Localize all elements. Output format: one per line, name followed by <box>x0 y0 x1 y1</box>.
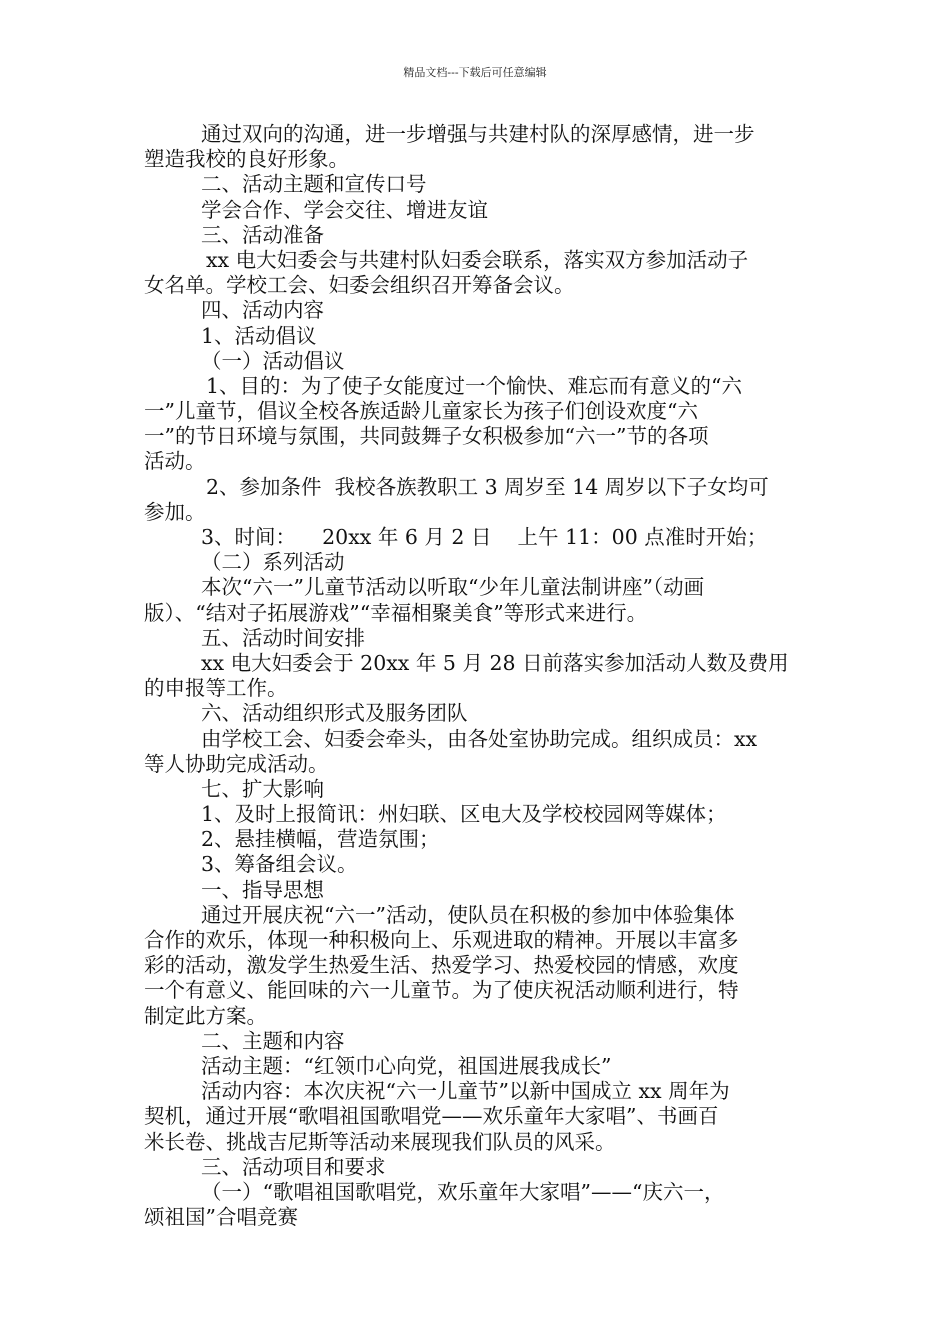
section-heading: 七、扩大影响 <box>201 776 324 801</box>
paragraph-line: 等人协助完成活动。 <box>144 751 329 776</box>
paragraph-line: 颂祖国”合唱竞赛 <box>144 1205 298 1230</box>
paragraph-line: 2、参加条件 我校各族教职工 3 周岁至 14 周岁以下子女均可 <box>206 474 769 499</box>
subsection-heading: 1、活动倡议 <box>201 323 317 348</box>
paragraph-line: 学会合作、学会交往、增进友谊 <box>201 197 488 222</box>
subsection-heading: （一）活动倡议 <box>201 348 345 373</box>
paragraph-line: 的申报等工作。 <box>144 676 288 701</box>
list-item: 1、及时上报简讯：州妇联、区电大及学校校园网等媒体； <box>201 802 727 827</box>
section-heading: 三、活动项目和要求 <box>201 1154 386 1179</box>
section-heading: 一、指导思想 <box>201 877 324 902</box>
paragraph-line: 彩的活动，激发学生热爱生活、热爱学习、热爱校园的情感，欢度 <box>144 953 739 978</box>
section-heading: 二、活动主题和宣传口号 <box>201 172 427 197</box>
paragraph-line: 活动内容：本次庆祝“六一儿童节”以新中国成立 xx 周年为 <box>201 1079 730 1104</box>
paragraph-line: 一”儿童节，倡议全校各族适龄儿童家长为孩子们创设欢度“六 <box>144 399 698 424</box>
subsection-heading: （二）系列活动 <box>201 550 345 575</box>
list-item: 2、悬挂横幅，营造氛围； <box>201 827 440 852</box>
paragraph-line: xx 电大妇委会与共建村队妇委会联系，落实双方参加活动子 <box>206 247 749 272</box>
paragraph-line: xx 电大妇委会于 20xx 年 5 月 28 日前落实参加活动人数及费用 <box>201 650 789 675</box>
paragraph-line: 由学校工会、妇委会牵头，由各处室协助完成。组织成员：xx <box>201 726 758 751</box>
paragraph-line: 制定此方案。 <box>144 1003 267 1028</box>
paragraph-line: 版）、“结对子拓展游戏”“幸福相聚美食”等形式来进行。 <box>144 600 648 625</box>
paragraph-line: 3、时间： 20xx 年 6 月 2 日 上午 11：00 点准时开始； <box>201 525 768 549</box>
paragraph-line: 契机，通过开展“歌唱祖国歌唱党——欢乐童年大家唱”、书画百 <box>144 1104 719 1129</box>
paragraph-line: （一）“歌唱祖国歌唱党，欢乐童年大家唱”——“庆六一， <box>201 1179 725 1204</box>
section-heading: 二、主题和内容 <box>201 1028 345 1053</box>
list-item: 3、筹备组会议。 <box>201 852 358 877</box>
paragraph-line: 合作的欢乐，体现一种积极向上、乐观进取的精神。开展以丰富多 <box>144 928 739 952</box>
paragraph-line: 通过双向的沟通，进一步增强与共建村队的深厚感情，进一步 <box>201 122 755 146</box>
paragraph-line: 1、目的：为了使子女能度过一个愉快、难忘而有意义的“六 <box>206 373 743 398</box>
section-heading: 三、活动准备 <box>201 222 324 247</box>
paragraph-line: 本次“六一”儿童节活动以听取“少年儿童法制讲座”（动画 <box>201 575 705 600</box>
paragraph-line: 塑造我校的良好形象。 <box>144 147 349 172</box>
paragraph-line: 一个有意义、能回味的六一儿童节。为了使庆祝活动顺利进行，特 <box>144 978 739 1003</box>
paragraph-line: 米长卷、挑战吉尼斯等活动来展现我们队员的风采。 <box>144 1129 616 1154</box>
paragraph-line: 通过开展庆祝“六一”活动，使队员在积极的参加中体验集体 <box>201 902 735 927</box>
paragraph-line: 女名单。学校工会、妇委会组织召开筹备会议。 <box>144 273 575 298</box>
paragraph-line: 一”的节日环境与氛围，共同鼓舞子女积极参加“六一”节的各项 <box>144 424 709 449</box>
document-body <box>144 122 808 1230</box>
paragraph-line: 活动主题：“红领巾心向党，祖国进展我成长” <box>201 1053 612 1078</box>
section-heading: 六、活动组织形式及服务团队 <box>201 701 468 726</box>
section-heading: 五、活动时间安排 <box>201 625 365 650</box>
section-heading: 四、活动内容 <box>201 298 324 323</box>
page-header: 精品文档---下载后可任意编辑 <box>403 66 547 79</box>
paragraph-line: 活动。 <box>144 449 206 474</box>
paragraph-line: 参加。 <box>144 499 206 524</box>
